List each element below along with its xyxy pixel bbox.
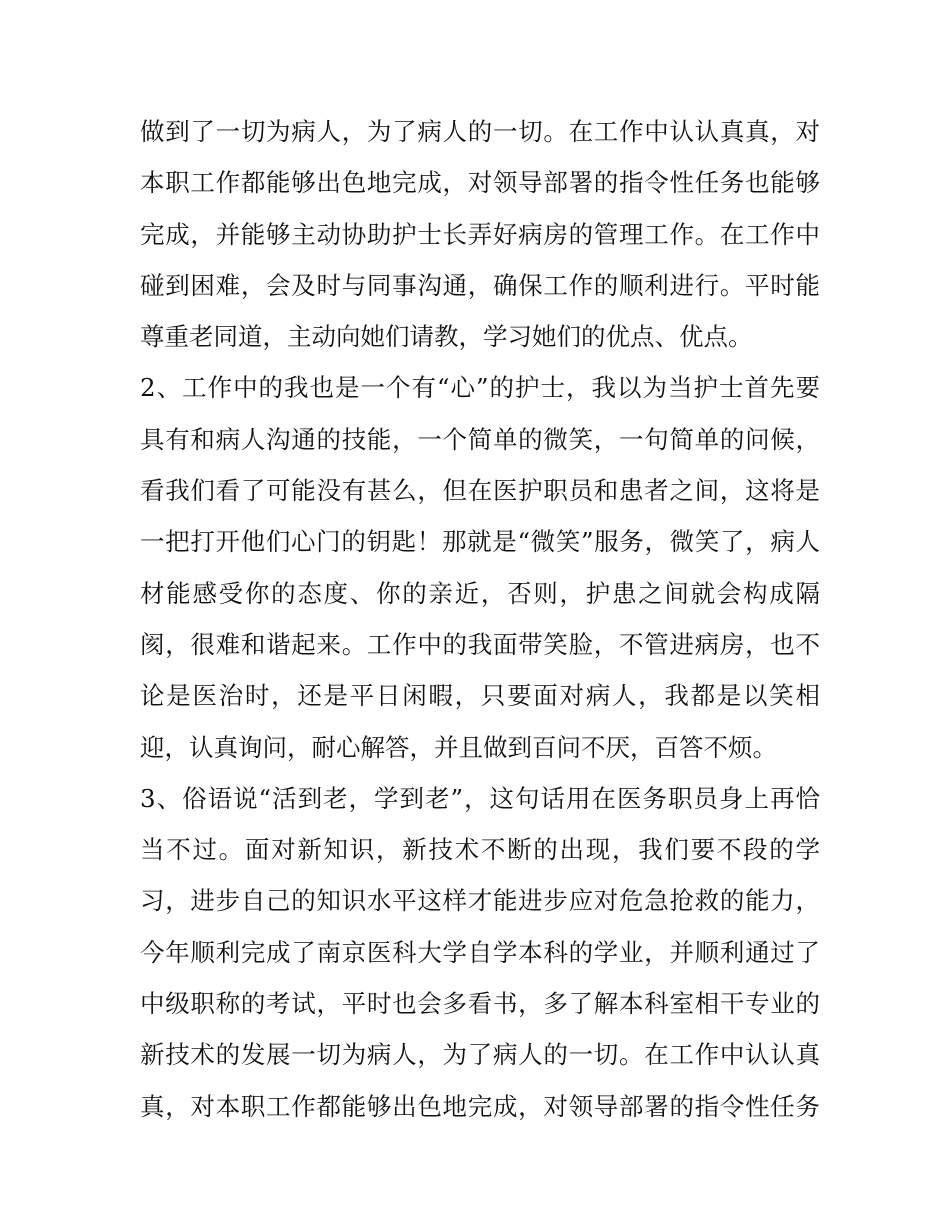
text-line: 当不过。面对新知识，新技术不断的出现，我们要不段的学	[140, 835, 820, 865]
text-line: 论是医治时，还是平日闲暇，只要面对病人，我都是以笑相	[140, 681, 820, 711]
text-line: 完成，并能够主动协助护士长弄好病房的管理工作。在工作中	[140, 219, 820, 249]
text-line: 中级职称的考试，平时也会多看书，多了解本科室相干专业的	[140, 989, 820, 1019]
text-line: 具有和病人沟通的技能，一个简单的微笑，一句简单的问候，	[140, 424, 820, 454]
text-line: 今年顺利完成了南京医科大学自学本科的学业，并顺利通过了	[140, 937, 820, 967]
text-line: 尊重老同道，主动向她们请教，学习她们的优点、优点。	[140, 322, 753, 352]
text-line: 碰到困难，会及时与同事沟通，确保工作的顺利进行。平时能	[140, 270, 820, 300]
text-line: 看我们看了可能没有甚么，但在医护职员和患者之间，这将是	[140, 476, 820, 506]
text-line: 材能感受你的态度、你的亲近，否则，护患之间就会构成隔	[140, 578, 820, 608]
body-text	[140, 106, 820, 1132]
text-line: 做到了一切为病人，为了病人的一切。在工作中认认真真，对	[140, 117, 820, 146]
text-line: 3、俗语说“活到老，学到老”，这句话用在医务职员身上再恰	[140, 783, 820, 813]
text-line: 2、工作中的我也是一个有“心”的护士，我以为当护士首先要	[140, 373, 820, 403]
text-line: 阂，很难和谐起来。工作中的我面带笑脸，不管进病房，也不	[140, 629, 820, 659]
text-line: 迎，认真询问，耐心解答，并且做到百问不厌，百答不烦。	[140, 732, 777, 762]
text-line: 真，对本职工作都能够出色地完成，对领导部署的指令性任务	[140, 1091, 820, 1121]
text-line: 新技术的发展一切为病人，为了病人的一切。在工作中认认真	[140, 1040, 820, 1070]
text-line: 一把打开他们心门的钥匙！那就是“微笑”服务，微笑了，病人	[140, 527, 820, 557]
text-line: 习，进步自己的知识水平这样才能进步应对危急抢救的能力，	[140, 886, 820, 916]
text-line: 本职工作都能够出色地完成，对领导部署的指令性任务也能够	[140, 168, 820, 198]
